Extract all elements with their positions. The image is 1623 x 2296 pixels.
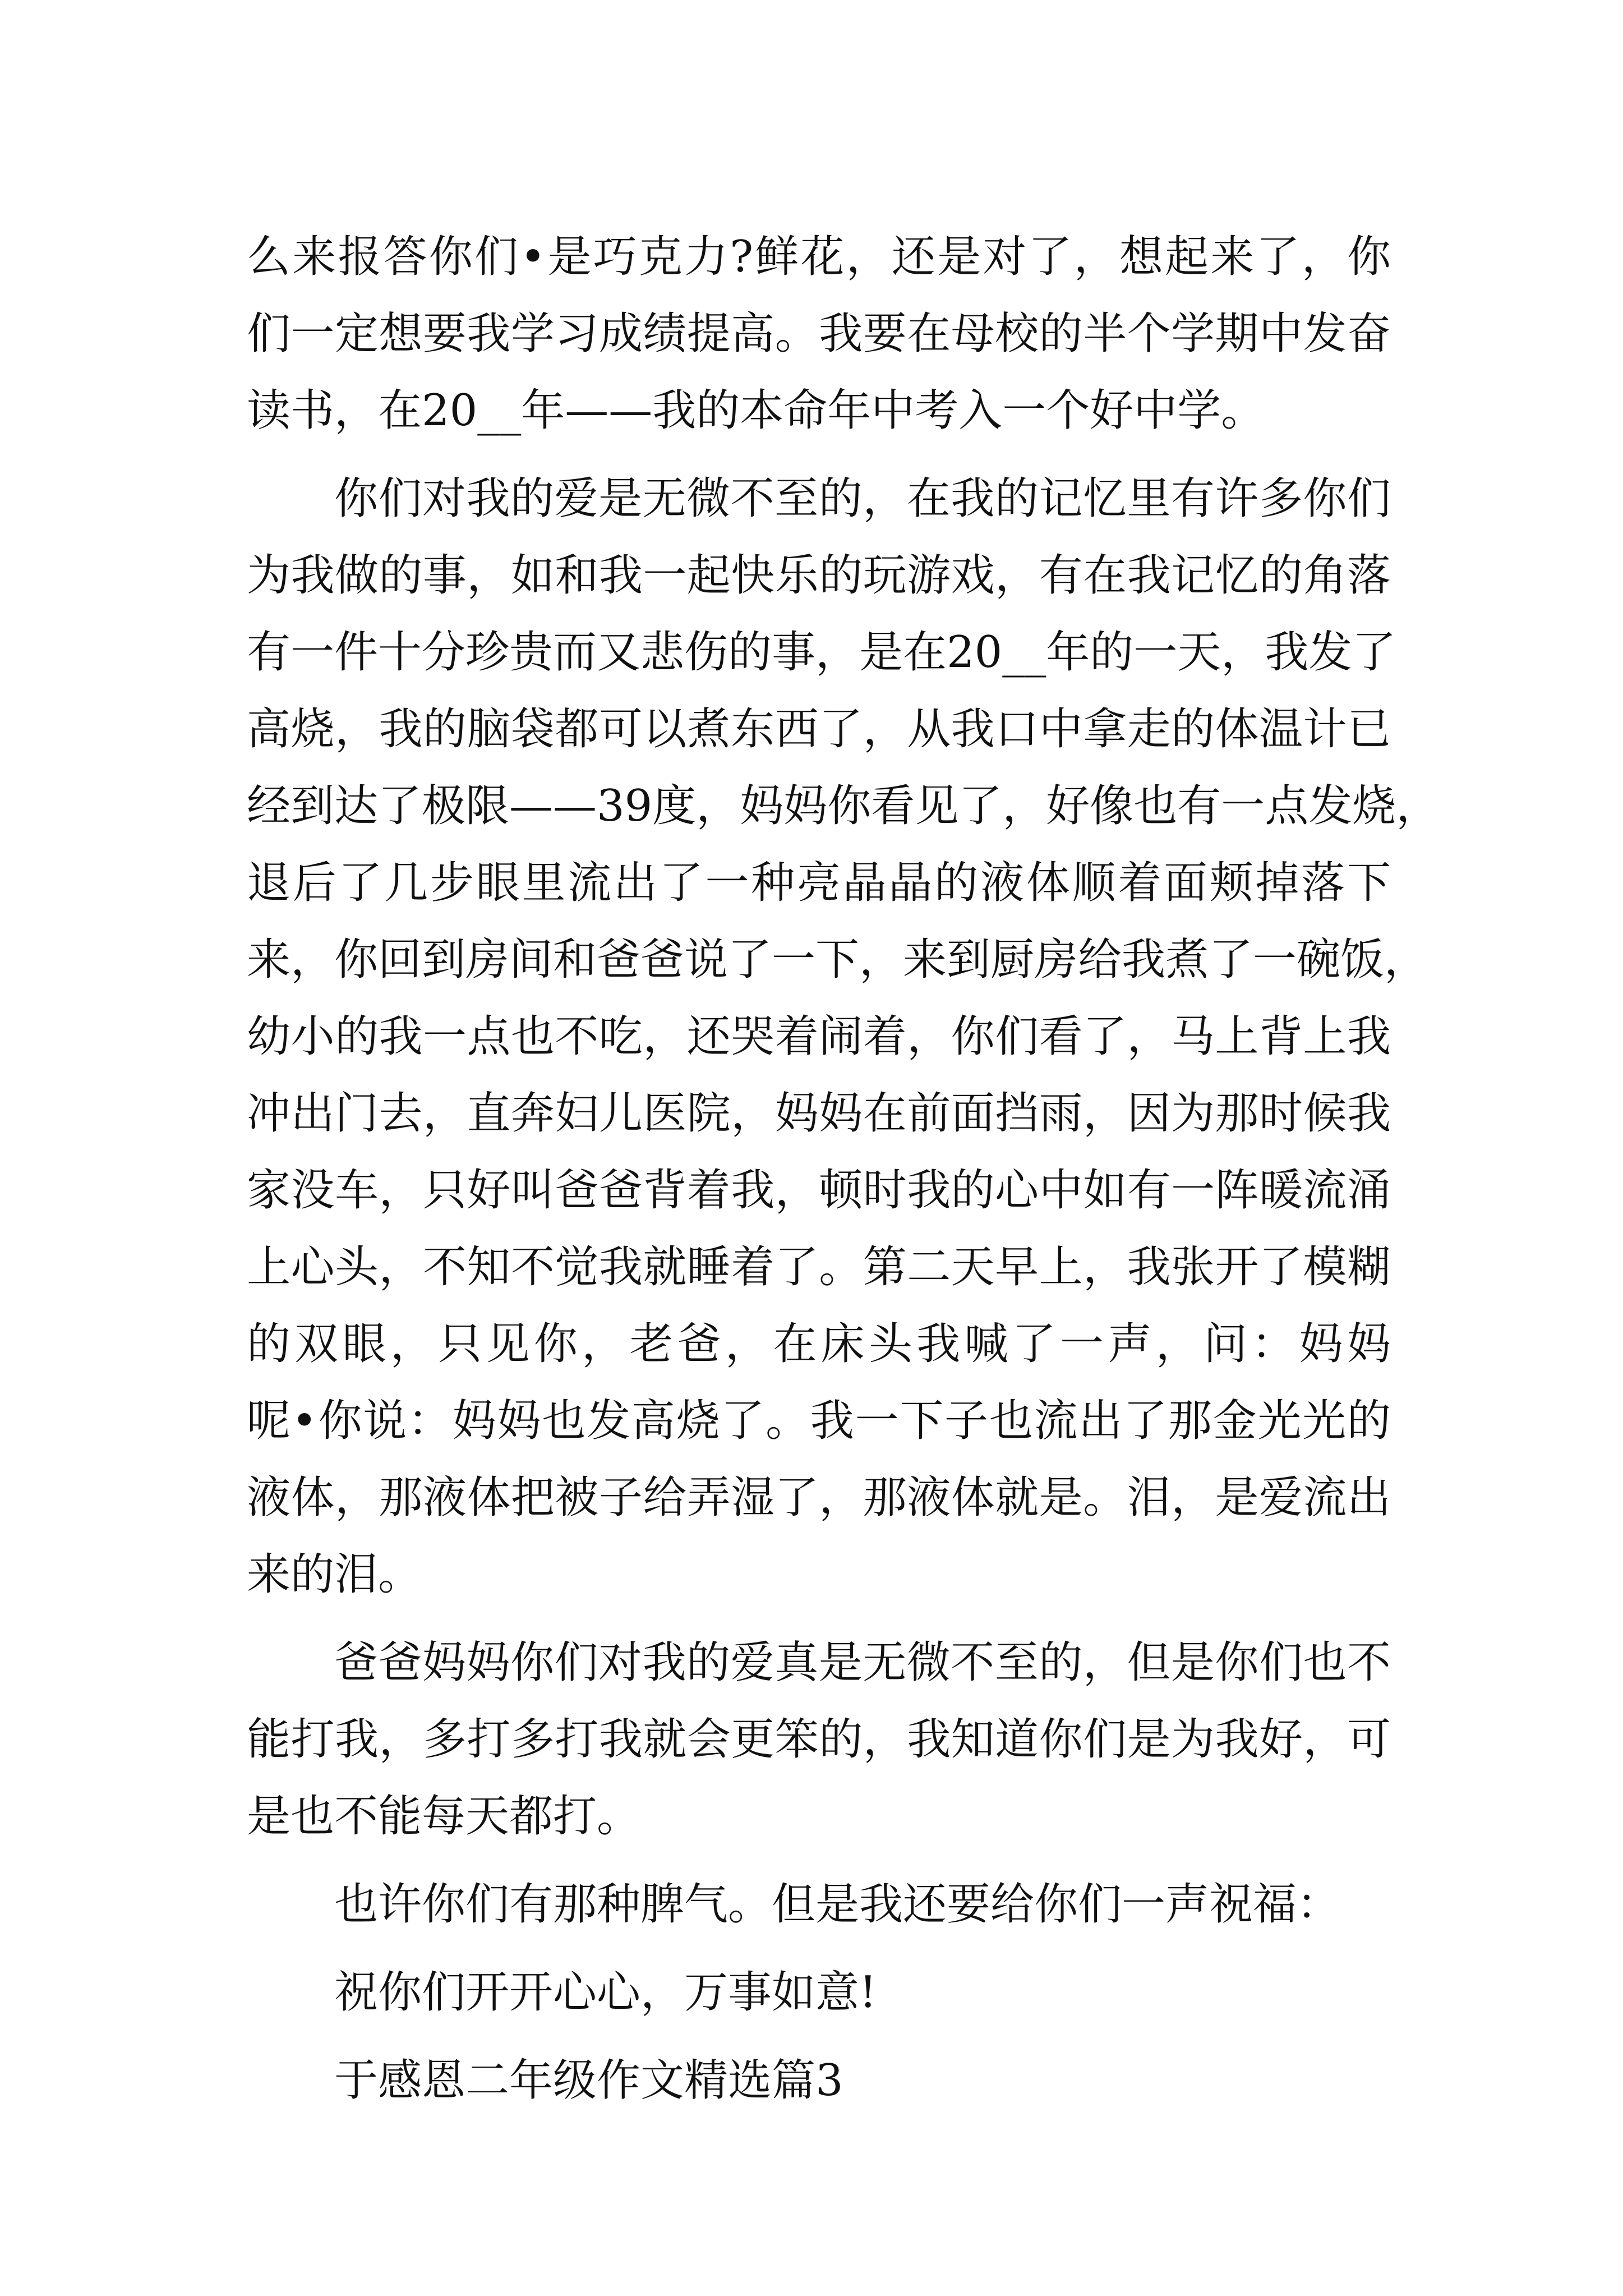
text-line: 来，你回到房间和爸爸说了一下，来到厨房给我煮了一碗饭， [247,935,1428,985]
section-heading [247,2042,1391,2119]
text-line: 幼小的我一点也不吃，还哭着闹着，你们看了，马上背上我 [247,1011,1391,1062]
essay-body [247,219,1440,2119]
text-line: 上心头，不知不觉我就睡着了。第二天早上，我张开了模糊 [247,1242,1391,1292]
paragraph-gap [247,1943,1391,1954]
text-line: 退后了几步眼里流出了一种亮晶晶的液体顺着面颊掉落下 [247,858,1391,908]
text-line: 爸爸妈妈你们对我的爱真是无微不至的，但是你们也不 [334,1637,1391,1688]
text-line: 读书，在20__年——我的本命年中考入一个好中学。 [247,385,1265,436]
text-line: 也许你们有那种脾气。但是我还要给你们一声祝福： [334,1879,1341,1930]
text-line: 么来报答你们•是巧克力?鲜花，还是对了，想起来了，你 [247,232,1391,282]
paragraph-4 [247,1866,1391,1943]
paragraph-gap [247,1855,1391,1866]
text-line: 是也不能每天都打。 [247,1791,641,1842]
text-line: 们一定想要我学习成绩提高。我要在母校的半个学期中发奋 [247,309,1391,359]
text-line: 来的泪。 [247,1549,422,1600]
paragraph-gap [247,1613,1391,1625]
paragraph-2 [247,461,1440,1613]
text-line: 有一件十分珍贵而又悲伤的事，是在20__年的一天，我发了 [247,627,1396,678]
text-line: 为我做的事，如和我一起快乐的玩游戏，有在我记忆的角落 [247,550,1391,601]
text-line: 呢•你说：妈妈也发高烧了。我一下子也流出了那金光光的 [247,1396,1391,1446]
text-line: 家没车，只好叫爸爸背着我，顿时我的心中如有一阵暖流涌 [247,1165,1391,1216]
paragraph-5 [247,1954,1391,2031]
heading-line: 于感恩二年级作文精选篇3 [334,2055,843,2106]
text-line: 高烧，我的脑袋都可以煮东西了，从我口中拿走的体温计已 [247,704,1391,754]
text-line: 液体，那液体把被子给弄湿了，那液体就是。泪，是爱流出 [247,1473,1391,1523]
text-line: 的双眼，只见你，老爸，在床头我喊了一声，问：妈妈 [247,1319,1391,1369]
paragraph-gap [247,2031,1391,2042]
text-line: 祝你们开开心心，万事如意! [334,1967,877,2018]
text-line: 能打我，多打多打我就会更笨的，我知道你们是为我好，可 [247,1714,1391,1765]
text-line: 经到达了极限——39度，妈妈你看见了，好像也有一点发烧， [247,781,1440,831]
paragraph-3 [247,1625,1391,1855]
paragraph-gap [247,449,1391,461]
text-line: 你们对我的爱是无微不至的，在我的记忆里有许多你们 [334,473,1391,524]
paragraph-1 [247,219,1391,449]
text-line: 冲出门去，直奔妇儿医院，妈妈在前面挡雨，因为那时候我 [247,1088,1391,1139]
